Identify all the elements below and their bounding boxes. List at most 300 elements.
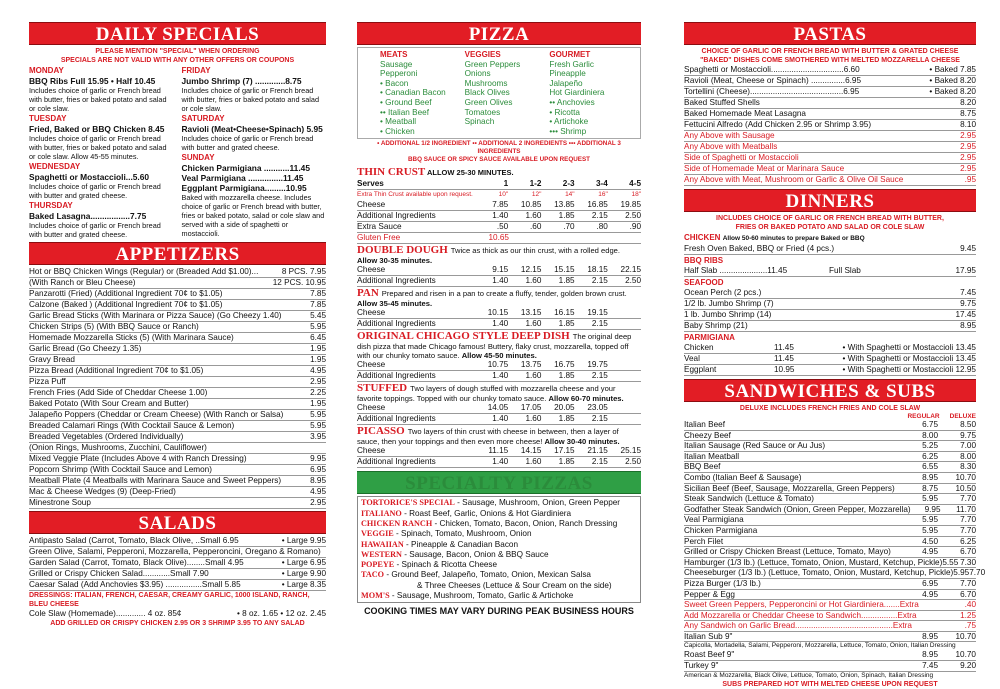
daily-specials-header: DAILY SPECIALS (29, 22, 326, 45)
pan-cheese-row-cell: Cheese (357, 308, 386, 318)
specialty-desc: - Pineapple & Canadian Bacon (403, 539, 519, 549)
topping: Spinach (464, 117, 495, 127)
pasta-row-name: Spaghetti or Mostaccioli................................6.60 (684, 65, 860, 74)
cooking-times-note: COOKING TIMES MAY VARY DURING PEAK BUSINESS HOURS (364, 606, 634, 617)
salad-row-name: Caesar Salad (Add Anchovies $3.95) ................Small 5.85 (29, 580, 241, 589)
specialty-pizzas-header: SPECIALTY PIZZAS (357, 471, 641, 494)
sandwich-row-regular: 9.95 (924, 504, 941, 514)
parmigiana-name: Eggplant (684, 365, 717, 374)
sandwich-col-headers: REGULAR DELUXE (907, 413, 976, 420)
chicago-cheese-row-cell: 19.75 (587, 360, 608, 370)
pasta-row (684, 164, 976, 175)
appetizer-row (29, 432, 326, 443)
sandwich-row-regular: 6.95 (922, 578, 938, 588)
sandwich-extra-row-name: Any Sandwich on Garlic Bread...........................................Extra (684, 621, 912, 631)
sub-row-deluxe: 9.20 (960, 661, 976, 671)
salad-row (29, 547, 326, 558)
sandwich-row (684, 547, 976, 558)
appetizer-row-price: 3.95 (310, 432, 326, 441)
serves-row-cell: 2-3 (562, 179, 575, 189)
special-desc: Includes choice of garlic or French bread with butter and grated cheese. (29, 182, 161, 200)
pasta-row-price: • Baked 8.20 (929, 76, 976, 85)
salad-row-name: Green Olive, Salami, Pepperoni, Mozzarella, Pepperoncini, Oregano & Romano) (29, 547, 321, 556)
pan-addl-row-cell: 1.40 (492, 319, 509, 329)
double-cheese-row (357, 265, 641, 276)
column-right (684, 22, 986, 689)
topping: Hot Giardiniera (549, 88, 605, 98)
sandwich-row-name: Godfather Steak Sandwich (Onion, Green Pepper, Mozzarella) (684, 504, 911, 514)
appetizer-row-name: (With Ranch or Bleu Cheese) (29, 278, 136, 287)
pasta-row (684, 142, 976, 153)
chicago-addl-row-cell: Additional Ingredients (357, 371, 436, 381)
pan-desc-text: Prepared and risen in a pan to create a fluffy, tender, golden brown crust. (381, 289, 627, 299)
stuffed-title: STUFFED (357, 382, 408, 395)
daily-specials-right (182, 65, 327, 239)
double-desc (357, 244, 641, 265)
sandwich-row (684, 526, 976, 537)
dinners-header: DINNERS (684, 189, 976, 212)
chicago-addl-row (357, 371, 641, 382)
topping: Onions (464, 69, 491, 79)
chicago-desc-text: The original deep dish pizza that made Chicago famous! Buttery, flaky crust, mozzarella, topped off with our chunky tomato sauce. (357, 332, 632, 361)
appetizer-row (29, 344, 326, 355)
appetizer-row-price: 1.95 (310, 355, 326, 364)
picasso-addl-row-cell: 1.60 (525, 457, 542, 467)
special-item: Veal Parmigiana ...............11.45 (181, 173, 304, 183)
appetizer-row-name: Meatball Plate (4 Meatballs with Marinara Sauce and Sweet Peppers) (29, 476, 282, 485)
specialty-name: ITALIANO (361, 508, 402, 518)
picasso-addl-row-cell: 2.50 (625, 457, 642, 467)
pasta-row-price: 2.95 (960, 142, 976, 151)
stuffed-addl-row-cell: 1.85 (558, 414, 575, 424)
sub-row (684, 661, 976, 672)
appetizer-row (29, 487, 326, 498)
pasta-row (684, 98, 976, 109)
appetizer-row (29, 289, 326, 300)
sandwich-row-regular: 8.00 (922, 430, 938, 440)
sandwich-extra-row-name: Add Mozzarella or Cheddar Cheese to Sandwich................Extra (684, 610, 917, 620)
dinners-note: INCLUDES CHOICE OF GARLIC OR FRENCH BREAD WITH BUTTER, (716, 215, 944, 222)
stuffed-cheese-row-cell (608, 403, 641, 413)
salad-row (29, 580, 326, 591)
specialty-desc: - Roast Beef, Garlic, Onions & Hot Giardiniera (401, 508, 572, 518)
double-cheese-row-cell: Cheese (357, 265, 386, 275)
pan-addl-row-cell: Additional Ingredients (357, 319, 436, 329)
appetizer-row-name: Calzone (Baked ) (Additional Ingredient 70¢ to $1.05) (29, 300, 223, 309)
thin-crust-name: THIN CRUST (357, 166, 426, 179)
sandwich-row-regular: 6.25 (922, 451, 938, 461)
cole-slaw-row: Cole Slaw (Homemade)............. 4 oz. 85¢ • 8 oz. 1.65 • 12 oz. 2.45 (29, 609, 326, 618)
sizes-cell: 10" (498, 191, 509, 199)
double-addl-row-cell: 1.60 (525, 276, 542, 286)
specialty-name: VEGGIE (361, 529, 394, 539)
chicken-title-row: CHICKEN Allow 50-60 minutes to prepare Baked or BBQ (684, 233, 865, 242)
pasta-row (684, 131, 976, 142)
appetizer-row (29, 410, 326, 421)
pan-cheese-row-cell: 10.15 (487, 308, 509, 318)
cheese-row-cell: 16.85 (587, 200, 608, 210)
double-cheese-row-cell: 12.15 (520, 265, 542, 275)
addl-row-cell: Additional Ingredients (357, 211, 436, 221)
picasso-desc-text: Two layers of thin crust with cheese in between, then a layer of sauce, then your toppings and then even more cheese! (357, 427, 619, 447)
pastas-note-2: "BAKED" DISHES COME SMOTHERED WITH MELTED MOZZARELLA CHEESE (700, 57, 960, 64)
salad-row (29, 558, 326, 569)
sandwich-row-deluxe: 9.75 (960, 430, 976, 440)
specialty-item (361, 498, 637, 508)
sandwich-row-name: Steak Sandwich (Lettuce & Tomato) (684, 494, 815, 504)
topping: Pepperoni (380, 69, 418, 79)
sandwich-row (684, 505, 976, 516)
stuffed-addl-row-cell: 1.60 (525, 414, 542, 424)
toppings-veggies: VEGGIES Green Peppers Onions Mushrooms Black Olives Green Olives Tomatoes Spinach (465, 50, 550, 136)
special-desc: Includes choice of garlic or French bread with butter, fries or baked potato and salad or cole slaw. (29, 86, 167, 113)
topping: • Chicken (380, 126, 415, 136)
salad-row-price: • Large 6.95 (281, 558, 326, 567)
sandwich-row-deluxe: 8.30 (960, 462, 976, 472)
topping: Green Olives (464, 97, 513, 107)
appetizer-row-price: 5.95 (310, 322, 326, 331)
appetizer-row-price: 5.95 (310, 421, 326, 430)
sandwich-row (684, 441, 976, 452)
ribs-title: BBQ RIBS (684, 256, 724, 265)
extra-sauce-row-cell: .60 (530, 222, 542, 232)
appetizer-row-price: 1.95 (310, 344, 326, 353)
pan-cheese-row-cell: 16.15 (554, 308, 575, 318)
sandwich-row (684, 462, 976, 473)
seafood-list (684, 288, 976, 332)
specialty-name: TACO (361, 570, 385, 580)
appetizer-row-name: Homemade Mozzarella Sticks (5) (With Marinara Sauce) (29, 333, 234, 342)
daily-specials-note-2: SPECIALS ARE NOT VALID WITH ANY OTHER OFFERS OR COUPONS (60, 57, 295, 64)
chicago-cheese-row-cell (608, 360, 641, 370)
special-day: MONDAY (29, 66, 64, 75)
double-addl-row-cell: 1.85 (558, 276, 575, 286)
pasta-row-price: • Baked 7.85 (929, 65, 976, 74)
sandwich-row-deluxe: 6.25 (960, 536, 976, 546)
pasta-row-name: Baked Stuffed Shells (684, 98, 760, 107)
serves-row-cell: 1-2 (529, 179, 542, 189)
topping: Mushrooms (464, 78, 508, 88)
sandwich-row-regular: 5.25 (922, 441, 938, 451)
sandwich-row (684, 537, 976, 548)
stuffed-desc (357, 382, 641, 403)
sandwich-row (684, 568, 986, 579)
pan-addl-row-cell: 1.60 (525, 319, 542, 329)
sizes-cell: 16" (598, 191, 608, 199)
seafood-row-price: 8.95 (960, 321, 976, 330)
addl-row-cell: 1.60 (525, 211, 542, 221)
sub-desc: Capicolla, Mortadella, Salami, Pepperoni, Mozzarella, Lettuce, Tomato, Onion, Italian Dressing (684, 642, 956, 650)
picasso-title: PICASSO (357, 425, 405, 438)
appetizer-row-name: Jalapeño Poppers (Cheddar or Cream Cheese) (With Ranch or Salsa) (29, 410, 284, 419)
parmigiana-row (684, 365, 976, 376)
seafood-row-name: 1 lb. Jumbo Shrimp (14) (684, 310, 772, 319)
chicago-title: ORIGINAL CHICAGO STYLE DEEP DISH (357, 330, 570, 343)
picasso-allow: Allow 30-40 minutes. (544, 437, 620, 447)
appetizer-row (29, 421, 326, 432)
appetizer-row (29, 388, 326, 399)
specialty-item (361, 550, 637, 560)
sandwich-row-deluxe: 7.00 (960, 441, 976, 451)
serves-row-cell: 1 (503, 179, 509, 189)
sub-row-name: Roast Beef 9" (684, 650, 735, 660)
appetizer-row-name: Pizza Bread (Additional Ingredient 70¢ to $1.05) (29, 366, 204, 375)
salads-list (29, 536, 326, 591)
daily-specials-body (29, 65, 326, 239)
parmigiana-price: 11.45 (774, 354, 794, 363)
special-item: Chicken Parmigiana ...........11.45 (181, 163, 310, 173)
sandwich-row-name: BBQ Beef (684, 462, 721, 472)
sandwich-row-name: Italian Meatball (684, 451, 740, 461)
pasta-row-price: 2.95 (960, 153, 976, 162)
appetizer-row-price: 6.45 (310, 333, 326, 342)
parmigiana-row (684, 343, 976, 354)
special-day: FRIDAY (181, 66, 211, 75)
specialty-desc: - Ground Beef, Jalapeño, Tomato, Onion, Mexican Salsa (384, 570, 591, 580)
picasso-cheese-row-cell: Cheese (357, 446, 386, 456)
picasso-addl-row-cell: 1.85 (558, 457, 575, 467)
chicago-cheese-row-cell: 10.75 (487, 360, 509, 370)
cheese-row-cell: 10.85 (520, 200, 542, 210)
pasta-row-name: Tortellini (Cheese).........................................6.95 (684, 87, 860, 96)
pan-cheese-row-cell (608, 308, 641, 318)
double-cheese-row-cell: 9.15 (492, 265, 509, 275)
chicago-allow: Allow 45-50 minutes. (461, 351, 537, 361)
cheese-row (357, 200, 641, 211)
sandwich-row-deluxe: 7.70 (960, 515, 976, 525)
pasta-row (684, 87, 976, 98)
chicago-addl-row-cell: 1.40 (492, 371, 509, 381)
seafood-row-name: Ocean Perch (2 pcs.) (684, 288, 762, 297)
sub-row (684, 632, 976, 643)
sandwich-row-name: Veal Parmigiana (684, 515, 744, 525)
subs-list (684, 632, 976, 680)
sandwich-row-name: Cheeseburger (1/3 lb.) (Lettuce, Tomato, Onion, Mustard, Ketchup, Pickle) (684, 568, 954, 578)
pan-addl-row-cell: 2.15 (591, 319, 608, 329)
parmigiana-with: • With Spaghetti or Mostaccioli 12.95 (842, 365, 976, 374)
specialty-item (361, 509, 637, 519)
appetizer-row (29, 333, 326, 344)
specialty-desc: & Three Cheeses (Lettuce & Sour Cream on the side) (417, 580, 612, 590)
sizes-cell: 14" (565, 191, 575, 199)
specialty-name: POPEYE (361, 560, 395, 570)
double-cheese-row-cell: 22.15 (620, 265, 642, 275)
extra-sauce-row (357, 222, 641, 233)
sandwich-row (684, 473, 976, 484)
appetizer-row-price: 2.25 (310, 388, 326, 397)
parmigiana-list (684, 343, 976, 376)
pasta-row (684, 175, 976, 186)
appetizer-row-name: Mixed Veggie Plate (Includes Above 4 with Ranch Dressing) (29, 454, 247, 463)
stuffed-cheese-row-cell: 20.05 (554, 403, 575, 413)
parmigiana-with: • With Spaghetti or Mostaccioli 13.45 (842, 343, 976, 352)
column-middle (357, 22, 641, 616)
appetizer-row (29, 454, 326, 465)
sandwich-row-regular: 4.50 (922, 536, 938, 546)
pasta-row-price: 8.75 (960, 109, 976, 118)
pasta-row-price: 8.20 (960, 98, 976, 107)
specialty-item (361, 591, 637, 601)
stuffed-desc-text: Two layers of dough stuffed with mozzarella cheese and your favorite toppings. Topped with our chunky tomato sauce. (357, 384, 616, 404)
appetizer-row-name: Baked Potato (With Sour Cream and Butter) (29, 399, 189, 408)
chicago-desc (357, 330, 641, 360)
sizes-cell: 18" (631, 191, 642, 199)
sandwich-row-regular: 5.95 (922, 525, 938, 535)
serves-row-cell: 4-5 (629, 179, 642, 189)
specialty-item (361, 540, 637, 550)
appetizer-row-price: 8 PCS. 7.95 (281, 267, 326, 276)
pan-table (357, 308, 641, 330)
sandwich-row-name: Grilled or Crispy Chicken Breast (Lettuce, Tomato, Mayo) (684, 547, 891, 557)
sandwich-extra-row (684, 621, 976, 632)
picasso-desc (357, 425, 641, 446)
extra-sauce-row-cell: .50 (496, 222, 509, 232)
sandwich-row-deluxe: 6.70 (960, 589, 976, 599)
appetizer-row-price: 6.95 (310, 465, 326, 474)
specialty-item (361, 570, 637, 580)
column-left (29, 22, 326, 628)
pan-addl-row-cell (608, 319, 641, 329)
appetizer-row-price: 2.95 (310, 377, 326, 386)
sandwich-row-name: Cheezy Beef (684, 430, 731, 440)
sandwich-list (684, 420, 986, 600)
stuffed-cheese-row-cell: Cheese (357, 403, 386, 413)
sandwich-row-name: Perch Filet (684, 536, 724, 546)
special-day: SUNDAY (181, 153, 215, 162)
stuffed-cheese-row-cell: 17.05 (520, 403, 542, 413)
toppings-legend: • ADDITIONAL 1/2 INGREDIENT •• ADDITIONAL 2 INGREDIENTS ••• ADDITIONAL 3 INGREDIENTS (377, 140, 621, 156)
serves-row (357, 179, 641, 190)
pan-title: PAN (357, 287, 379, 300)
sandwich-extra-row (684, 611, 976, 622)
pasta-row-price: • Baked 8.20 (929, 87, 976, 96)
double-addl-row-cell: 1.40 (492, 276, 509, 286)
sandwich-row-regular: 5.95 (953, 568, 970, 578)
picasso-table (357, 446, 641, 468)
appetizer-row-price: 5.95 (310, 410, 326, 419)
double-allow: Allow 30-35 minutes. (357, 256, 433, 266)
seafood-row (684, 321, 976, 332)
sub-row-name: Italian Sub 9" (684, 631, 733, 641)
salads-footer: ADD GRILLED OR CRISPY CHICKEN 2.95 OR 3 SHRIMP 3.95 TO ANY SALAD (50, 620, 305, 627)
appetizer-row (29, 300, 326, 311)
picasso-cheese-row-cell: 25.15 (620, 446, 642, 456)
special-item: Eggplant Parmigiana.........10.95 (181, 183, 307, 193)
specialty-name: MOM'S (361, 591, 390, 601)
sub-desc: American & Mozzarella, Black Olive, Lettuce, Tomato, Onion, Spinach, Italian Dressing (684, 671, 934, 679)
topping: • Ricotta (549, 107, 580, 117)
pastas-list (684, 65, 976, 186)
pan-cheese-row-cell: 19.15 (587, 308, 608, 318)
seafood-row-price: 9.75 (960, 299, 976, 308)
appetizer-row (29, 355, 326, 366)
cheese-row-cell: 19.85 (620, 200, 642, 210)
specialty-name: WESTERN (361, 549, 402, 559)
pasta-row-name: Side of Spaghetti or Mostaccioli (684, 153, 799, 162)
special-item: BBQ Ribs Full 15.95 • Half 10.45 (29, 76, 156, 86)
appetizer-row (29, 399, 326, 410)
stuffed-addl-row-cell: 1.40 (492, 414, 509, 424)
thin-crust-title (357, 166, 641, 179)
thin-crust-table (357, 179, 641, 244)
picasso-cheese-row-cell: 17.15 (554, 446, 575, 456)
salad-row-name: Garden Salad (Carrot, Tomato, Black Olive)........Small 4.95 (29, 558, 244, 567)
topping: • Artichoke (549, 117, 589, 127)
special-day: WEDNESDAY (29, 162, 81, 171)
appetizer-row (29, 311, 326, 322)
topping: • Canadian Bacon (380, 88, 446, 98)
sandwich-row-deluxe: 7.30 (960, 557, 976, 567)
stuffed-cheese-row-cell: 23.05 (587, 403, 608, 413)
appetizers-list (29, 267, 326, 509)
double-desc-text: Twice as thick as our thin crust, with a rolled edge. (450, 246, 621, 256)
picasso-cheese-row-cell: 11.15 (488, 446, 509, 456)
special-item: Jumbo Shrimp (7) .............8.75 (181, 76, 302, 86)
appetizer-row-name: French Fries (Add Side of Cheddar Cheese 1.00) (29, 388, 208, 397)
special-item: Baked Lasagna.................7.75 (29, 211, 147, 221)
toppings-meats: MEATS Sausage Pepperoni • Bacon • Canadian Bacon • Ground Beef •• Italian Beef • Meatball • Chicken (380, 50, 465, 136)
appetizer-row-name: Gravy Bread (29, 355, 75, 364)
sandwich-row-regular: 6.55 (922, 462, 938, 472)
specialty-desc: - Sausage, Mushroom, Tomato, Garlic & Artichoke (389, 591, 574, 601)
sandwich-row-deluxe: 10.50 (955, 483, 976, 493)
gluten-free-label: Gluten Free (357, 233, 401, 243)
extra-sauce-row-cell: .70 (563, 222, 575, 232)
appetizer-row-price: 5.45 (310, 311, 326, 320)
addl-row (357, 211, 641, 222)
sandwich-row-name: Sicilian Beef (Beef, Sausage, Mozzarella, Green Peppers) (684, 483, 895, 493)
pasta-row-name: Baked Homemade Meat Lasagna (684, 109, 806, 118)
topping: Black Olives (464, 88, 510, 98)
pizza-sections (357, 166, 641, 468)
cheese-row-cell: 13.85 (554, 200, 575, 210)
appetizer-row-name: Popcorn Shrimp (With Cocktail Sauce and Lemon) (29, 465, 212, 474)
pasta-row-name: Any Above with Meat, Mushroom or Garlic & Olive Oil Sauce (684, 175, 904, 184)
serves-row-cell: Serves (357, 179, 384, 189)
topping: •• Italian Beef (380, 107, 429, 117)
appetizer-row-name: Hot or BBQ Chicken Wings (Regular) or (Breaded Add $1.00)... (29, 267, 259, 276)
appetizer-row-price: 7.85 (310, 300, 326, 309)
sandwich-row-regular: 5.55 (942, 557, 959, 567)
sandwich-row-name: Chicken Parmigiana (684, 525, 758, 535)
picasso-cheese-row-cell: 21.15 (587, 446, 608, 456)
appetizer-row-price: 9.95 (310, 454, 326, 463)
sandwich-extra-row-name: Sweet Green Peppers, Pepperoncini or Hot Giardiniera.......Extra (684, 600, 919, 610)
topping: Green Peppers (464, 59, 521, 69)
sandwich-extra-row-regular: .40 (964, 600, 976, 610)
sandwich-row-name: Italian Beef (684, 420, 725, 429)
appetizer-row-name: Breaded Calamari Rings (With Cocktail Sauce & Lemon) (29, 421, 235, 430)
chicken-row: Fresh Oven Baked, BBQ or Fried (4 pcs.) 9.45 (684, 244, 976, 253)
appetizer-row-name: Mac & Cheese Wedges (9) (Deep-Fried) (29, 487, 176, 496)
parmigiana-price: 10.95 (774, 365, 795, 374)
sandwich-extra-row-regular: 1.25 (960, 610, 976, 620)
pasta-row-price: .95 (964, 175, 976, 184)
salad-row-name: Grilled or Crispy Chicken Salad............Small 7.90 (29, 569, 209, 578)
extra-sauce-row-cell: .90 (629, 222, 642, 232)
sandwich-row-deluxe: 6.70 (960, 547, 976, 557)
appetizer-row-name: Minestrone Soup (29, 498, 91, 507)
specialty-list (357, 496, 641, 603)
pan-cheese-row-cell: 13.15 (520, 308, 542, 318)
appetizer-row-price: 4.95 (310, 366, 326, 375)
parmigiana-name: Chicken (684, 343, 714, 352)
picasso-addl-row-cell: 2.15 (591, 457, 608, 467)
chicago-cheese-row-cell: 13.75 (520, 360, 542, 370)
chicago-addl-row-cell (608, 371, 641, 381)
appetizer-row-name: Garlic Bread (Go Cheezy 1.35) (29, 344, 142, 353)
topping: Jalapeño (549, 78, 583, 88)
